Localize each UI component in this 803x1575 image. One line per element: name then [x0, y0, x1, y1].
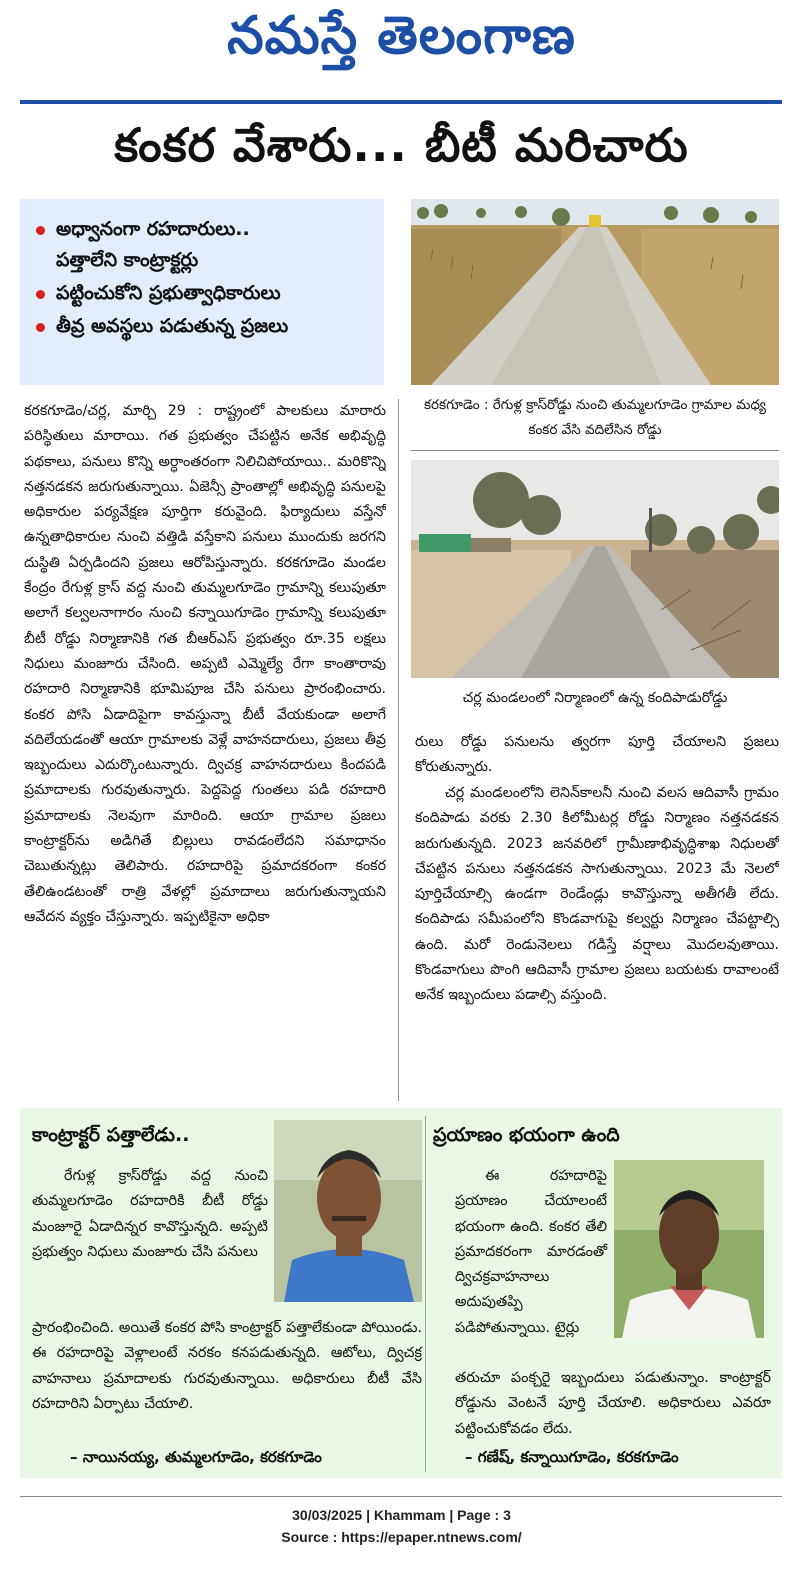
- highlight-item: తీవ్ర అవస్థలు పడుతున్న ప్రజలు: [36, 310, 374, 343]
- highlights-box: [20, 199, 384, 385]
- article-column-right: చర్ల మండలంలోని లెనిన్‌కాలనీ నుంచి వలస ఆదివాసీ గ్రామం కందిపాడు వరకు 2.30 కిలోమీటర్ల రోడ్డు నిర్మాణం నత్తనడకన జరుగుతున్నది. 2023 జనవరిలో గ్రామీణాభివృద్ధిశాఖ నిధులతో చేపట్టిన పనులు నత్తనడకన సాగుతున్నాయి. 2023 మే నెలలో పూర్తిచేయాల్సి ఉండగా రెండేండ్లు కావొస్తున్నా అతీగతీ లేదు. కందిపాడు సమీపంలోని కొండవాగుపై కల్వర్టు నిర్మాణం చేపట్టాల్సి ఉంది. మరో రెండునెలలు గడిస్తే వర్షాలు మొదలవుతాయి. కొండవాగులు పొంగి ఆదివాసీ గ్రామాల ప్రజలు బయటకు రావాలంటే అనేక ఇబ్బందులు పడాల్సి వస్తుంది.: [415, 785, 779, 1004]
- road-photo-2: [411, 460, 779, 678]
- headline: కంకర వేశారు... బీటీ మరిచారు: [114, 118, 689, 172]
- quote-right-text-bottom: తరుచూ పంక్చరై ఇబ్బందులు పడుతున్నాం. కాంట్రాక్టర్ రోడ్డును వెంటనే పూర్తి చేయాలి. అధికారులు ఎవరూ పట్టించుకోవడం లేదు.: [455, 1370, 771, 1437]
- quote-right-signature: – గణేష్, కన్నాయిగూడెం, కరకగూడెం: [465, 1448, 679, 1466]
- quote-left-text-top: రేగుళ్ల క్రాస్‌రోడ్డు వద్ద నుంచి తుమ్మలగూడెం రహదారికి బీటీ రోడ్డు మంజూరై ఏడాదిన్నర కావొస్తున్నది. అప్పటి ప్రభుత్వం నిధులు మంజూరు చేసి పనులు: [32, 1168, 268, 1260]
- newspaper-logo: నమస్తే తెలంగాణ: [227, 6, 576, 66]
- bullet-icon: [36, 323, 45, 332]
- article-column-left: కరకగూడెం/చర్ల, మార్చి 29 : రాష్ట్రంలో పాలకులు మారారు పరిస్థితులు మారాయి. గత ప్రభుత్వం చేపట్టిన అనేక అభివృద్ధి పథకాలు, పనులు కొన్ని అర్ధాంతరంగా నిలిచిపోయాయి.. మరికొన్ని నత్తనడకన జరుగుతున్నాయి. ఏజెన్సీ ప్రాంతాల్లో అభివృద్ధి పనులపై అధికారుల పర్యవేక్షణ పూర్తిగా కరువైంది. ఫిర్యాదులు వస్తేనో ఉన్నతాధికారుల నుంచి వత్తిడి వస్తేకాని పనులు ముందుకు జరగని దుస్థితి ఏర్పడిందని ప్రజలు ఆరోపిస్తున్నారు. కరకగూడెం మండల కేంద్రం రేగుళ్ల క్రాస్ వద్ద నుంచి తుమ్మలగూడెం గ్రామాన్ని కలుపుతూ అలాగే కల్వలనాగారం నుంచి కన్నాయిగూడెం గ్రామాన్ని కలుపుతూ బీటీ రోడ్డు నిర్మాణానికి గత బీఆర్‌ఎస్ ప్రభుత్వం రూ.35 లక్షలు నిధులు మంజూరు చేసింది. అప్పటి ఎమ్మెల్యే రేగా కాంతారావు రహదారి నిర్మాణానికి భూమిపూజ చేసి పనులు ప్రారంభించారు. కంకర పోసి ఏడాదిపైగా కావస్తున్నా బీటీ వేయకుండా అలాగే వదిలేయడంతో ఆయా గ్రామాలకు వెళ్లే వాహనదారులు, ప్రజలు తీవ్ర ఇబ్బందులు ఎదుర్కొంటున్నారు. ద్విచక్ర వాహనదారులు కిందపడి ప్రమాదాలకు గురవుతున్నారు. పెద్దపెద్ద గుంతలు పడి రహదారి ప్రమాదాలకు నెలవుగా మారింది. ఆయా గ్రామాల ప్రజలు కాంట్రాక్టర్‌ను అడిగితే బిల్లులు రావడంలేదని సమాధానం చెబుతున్నట్లు తెలిపారు. రహదారిపై ప్రమాదకరంగా కంకర తేలిఉండటంతో రాత్రి వేళల్లో ప్రమాదాలు జరుగుతున్నాయని ఆవేదన వ్యక్తం చేస్తున్నారు. ఇప్పటికైనా అధికా: [24, 403, 386, 925]
- column-divider: [398, 399, 399, 1101]
- quote-right-title: ప్రయాణం భయంగా ఉంది: [433, 1124, 620, 1146]
- bullet-icon: [36, 226, 45, 235]
- photo-2-caption: చర్ల మండలంలో నిర్మాణంలో ఉన్న కందిపాడురోడ్డు: [462, 690, 728, 706]
- header-rule: [20, 100, 782, 104]
- quote-left-signature: – నాయినయ్య, తుమ్మలగూడెం, కరకగూడెం: [70, 1448, 322, 1466]
- photo-1-caption: కరకగూడెం : రేగుళ్ల క్రాస్‌రోడ్డు నుంచి తుమ్మలగూడెం గ్రామాల మధ్య కంకర వేసి వదిలేసిన రోడ్డు: [423, 397, 766, 438]
- footer-source-line: Source : https://epaper.ntnews.com/: [281, 1529, 522, 1545]
- quotes-divider: [425, 1116, 426, 1472]
- portrait-naiinayya: [274, 1120, 422, 1302]
- highlight-item: అధ్వానంగా రహదారులు..: [36, 213, 374, 246]
- bullet-icon: [36, 290, 45, 299]
- masthead: [0, 0, 803, 84]
- highlight-item: పత్తాలేని కాంట్రాక్టర్లు: [56, 249, 199, 271]
- divider: [411, 450, 779, 451]
- portrait-ganesh: [614, 1160, 764, 1338]
- highlight-item: పట్టించుకోని ప్రభుత్వాధికారులు: [36, 277, 374, 310]
- quote-left-text-bottom: ప్రారంభించింది. అయితే కంకర పోసి కాంట్రాక్టర్ పత్తాలేకుండా పోయిండు. ఈ రహదారిపై వెళ్లాలంటే నరకం కనపడుతున్నది. ఆటోలు, ద్విచక్ర వాహనాలు ప్రమాదాలకు గురవుతున్నాయి. అధికారులు బీటీ వేసి రహదారిని ఏర్పాటు చేయాలి.: [32, 1320, 422, 1412]
- road-photo-1: [411, 199, 779, 385]
- footer-rule: [20, 1496, 782, 1497]
- quote-left-title: కాంట్రాక్టర్ పత్తాలేడు..: [32, 1124, 190, 1146]
- article-column-right-continuation: రులు రోడ్డు పనులను త్వరగా పూర్తి చేయాలని ప్రజలు కోరుతున్నారు.: [415, 734, 779, 776]
- footer-date-line: 30/03/2025 | Khammam | Page : 3: [292, 1507, 511, 1523]
- quote-right-text-top: ఈ రహదారిపై ప్రయాణం చేయాలంటే భయంగా ఉంది. కంకర తేలి ప్రమాదకరంగా మారడంతో ద్విచక్రవాహనాలు అదుపుతప్పి పడిపోతున్నాయి. టైర్లు: [455, 1168, 607, 1336]
